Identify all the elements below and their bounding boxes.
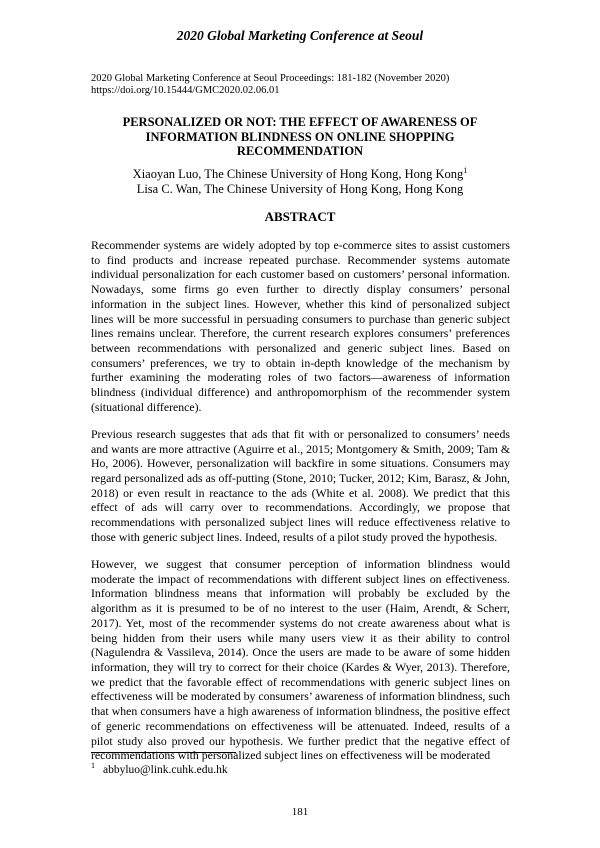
paragraph-3: However, we suggest that consumer perception of information blindness would moderate the impact of recommendations with different subject lines on effectiveness. Information blindness means that information will probably be excluded by the algorithm as it is presumed to be of no interest to the user (Haim, Arendt, & Scherr, 2017). Yet, most of the recommender systems do not create awareness about what is being hidden from their users while many users view it as their ability to control (Nagulendra & Vassileva, 2014). Once the users are made to be aware of some hidden information, they will try to correct for their choice (Kardes & Wyer, 2013). Therefore, we predict that the favorable effect of recommendations with generic subject lines on effectiveness will be moderated by consumers’ awareness of information blindness, such that when consumers have a high awareness of information blindness, the positive effect of generic recommendations on effectiveness will be attenuated. Indeed, results of a pilot study also proved our hypothesis. We further predict that the negative effect of recommendations with personalized subject lines on effectiveness will be moderated [91, 557, 510, 763]
running-header: 2020 Global Marketing Conference at Seoul [176, 28, 424, 43]
abstract-body [91, 238, 510, 775]
author-1 [60, 167, 540, 182]
paper-title: PERSONALIZED OR NOT: THE EFFECT OF AWARENESS OF INFORMATION BLINDNESS ON ONLINE SHOPPING RECOMMENDATION [122, 115, 478, 158]
footnote-marker: 1 [463, 165, 468, 175]
author-2: Lisa C. Wan, The Chinese University of Hong Kong, Hong Kong [136, 182, 464, 196]
footnote-mark: 1 [91, 761, 95, 770]
author-list [60, 167, 540, 197]
proceedings-citation: 2020 Global Marketing Conference at Seoul Proceedings: 181-182 (November 2020) [91, 73, 450, 84]
doi-link[interactable]: https://doi.org/10.15444/GMC2020.02.06.01 [91, 85, 280, 96]
footnote [91, 761, 228, 776]
proceedings-info [91, 73, 511, 97]
footnote-email[interactable]: abbyluo@link.cuhk.edu.hk [103, 763, 228, 776]
paragraph-2: Previous research suggestes that ads that fit with or personalized to consumers’ needs and wants are more attractive (Aguirre et al., 2015; Montgomery & Smith, 2009; Tam & Ho, 2006). However, personalization will backfire in some situations. Consumers may regard personalized ads as off-putting (Stone, 2010; Tucker, 2012; Kim, Barasz, & John, 2018) or even result in reactance to the ads (White et al. 2008). We predict that this effect of ads will carry over to recommendations. Accordingly, we propose that recommendations with personalized subject lines will reduce effectiveness relative to those with generic subject lines. Indeed, results of a pilot study proved the hypothesis. [91, 426, 510, 544]
author-1-text: Xiaoyan Luo, The Chinese University of Hong Kong, Hong Kong [132, 167, 464, 181]
footnote-divider [91, 752, 236, 753]
page-number: 181 [291, 806, 309, 818]
abstract-heading: ABSTRACT [264, 209, 336, 224]
paragraph-1: Recommender systems are widely adopted by top e-commerce sites to assist customers to find products and increase repeated purchase. Recommender systems automate individual personalization for each customer based on customers’ personal information. Nowadays, some firms go even further to directly display consumers’ personal information in the subject lines. However, whether this kind of personalized subject lines will be more successful in persuading consumers to purchase than generic subject lines remains unclear. Therefore, the current research explores consumers’ preferences between recommendations with personalized and generic subject lines. Based on consumers’ preferences, we try to obtain in-depth knowledge of the mechanism by further examining the moderating roles of two factors—awareness of information blindness (individual difference) and anthropomorphism of the recommender system (situational difference). [91, 238, 510, 414]
